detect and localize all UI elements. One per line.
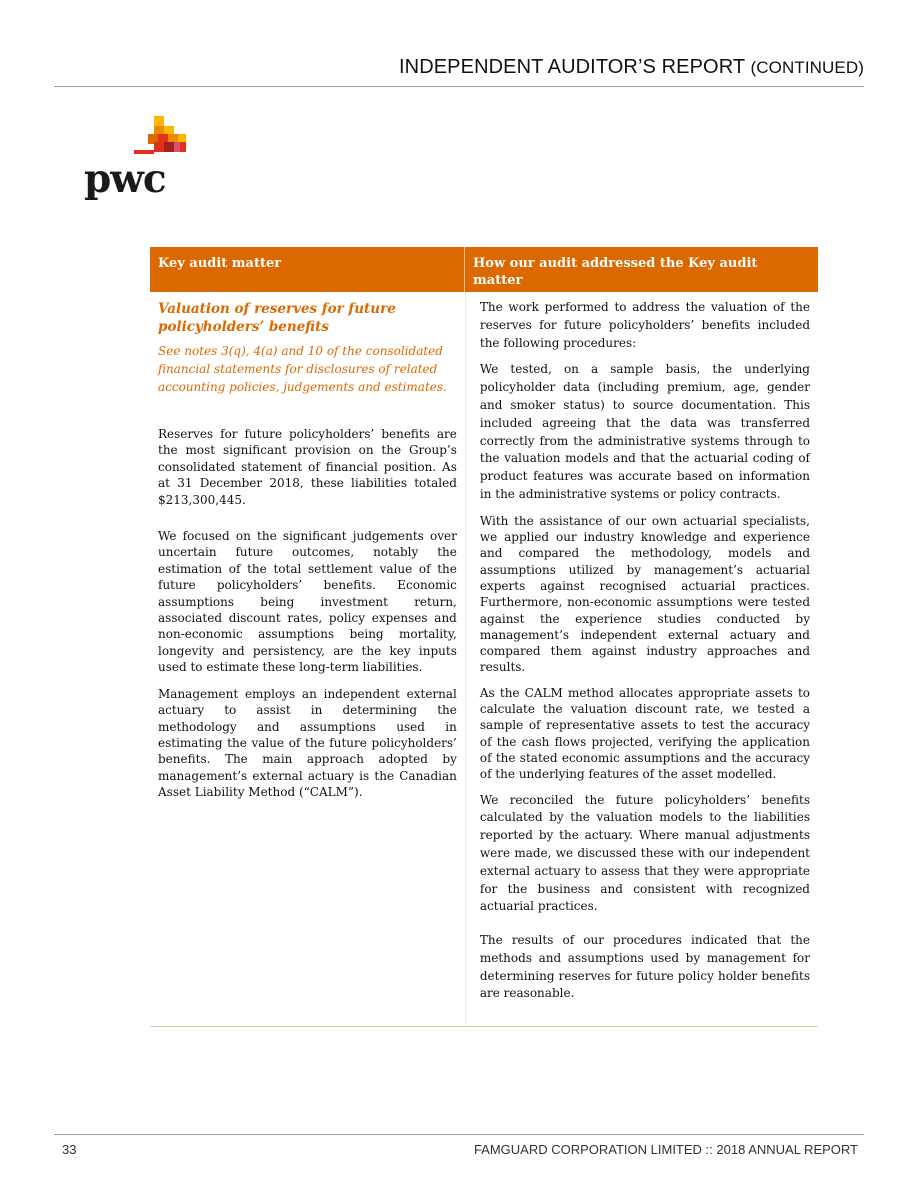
matter-paragraph: We focused on the significant judgements over uncertain future outcomes, notably the estimation of the total settlement value of the future policyholders’ benefits. Economic assumptions being investment return, associated discount rates, policy expenses and non-economic assumptions being mortality, longevity and persistency, are the key inputs used to estimate these long-term liabilities. [158,529,457,675]
page-header-title [399,56,864,79]
key-audit-matter-cell [150,292,465,1026]
header-title-suffix: (CONTINUED) [750,58,864,77]
pwc-logo-mark-icon [84,116,200,156]
pwc-wordmark: pwc [84,156,166,202]
matter-paragraph: Reserves for future policyholders’ benefits are the most significant provision on the Group’s consolidated statement of financial position. As at 31 December 2018, these liabilities totaled $213,300,445. [158,427,457,507]
column-header-audit-response: How our audit addressed the Key audit matter [464,247,818,292]
matter-title: Valuation of reserves for future policyholders’ benefits [158,301,396,335]
footer-report-title: FAMGUARD CORPORATION LIMITED :: 2018 ANNUAL REPORT [473,1142,858,1157]
header-title-main: INDEPENDENT AUDITOR’S REPORT [399,56,745,78]
header-divider [54,86,864,87]
key-audit-matter-table [150,247,818,1027]
response-paragraph: We reconciled the future policyholders’ benefits calculated by the valuation models to the liabilities reported by the actuary. Where manual adjustments were made, we discussed these with our independent external actuary to assess that they were appropriate for the business and consistent with recognized actuarial practices. [479,792,810,914]
response-paragraph: The results of our procedures indicated that the methods and assumptions used by management for determining reserves for future policy holder benefits are reasonable. [479,933,810,1001]
response-paragraph: The work performed to address the valuation of the reserves for future policyholders’ benefits included the following procedures: [479,300,810,350]
table-body-row [150,292,818,1027]
column-header-key-audit-matter: Key audit matter [158,256,282,271]
page-number: 33 [62,1142,77,1157]
response-paragraph: As the CALM method allocates appropriate assets to calculate the valuation discount rate, we tested a sample of representative assets to test the accuracy of the cash flows projected, verifying the application of the stated economic assumptions and the accuracy of the underlying features of the asset modelled. [479,685,810,782]
pwc-logo [84,116,200,202]
table-header-row [150,247,818,292]
matter-paragraph: Management employs an independent external actuary to assist in determining the methodology and assumptions used in estimating the value of the future policyholders’ benefits. The main approach adopted by management’s external actuary is the Canadian Asset Liability Method (“CALM”). [158,686,457,800]
matter-note-reference: See notes 3(q), 4(a) and 10 of the consolidated financial statements for disclosures of related accounting policies, judgements and estimates. [158,344,447,394]
response-paragraph: With the assistance of our own actuarial specialists, we applied our industry knowledge and experience and compared the methodology, models and assumptions utilized by management’s actuarial experts against recognised actuarial practices. Furthermore, non-economic assumptions were tested against the experience studies conducted by management’s independent external actuary and compared them against industry approaches and results. [479,513,810,675]
response-paragraph: We tested, on a sample basis, the underlying policyholder data (including premium, age, gender and smoker status) to source documentation. This included agreeing that the data was transferred correctly from the administrative systems through to the valuation models and that the actuarial coding of product features was accurate based on information in the administrative systems or policy contracts. [479,362,810,501]
footer-divider [54,1134,864,1135]
audit-response-cell [465,292,818,1026]
